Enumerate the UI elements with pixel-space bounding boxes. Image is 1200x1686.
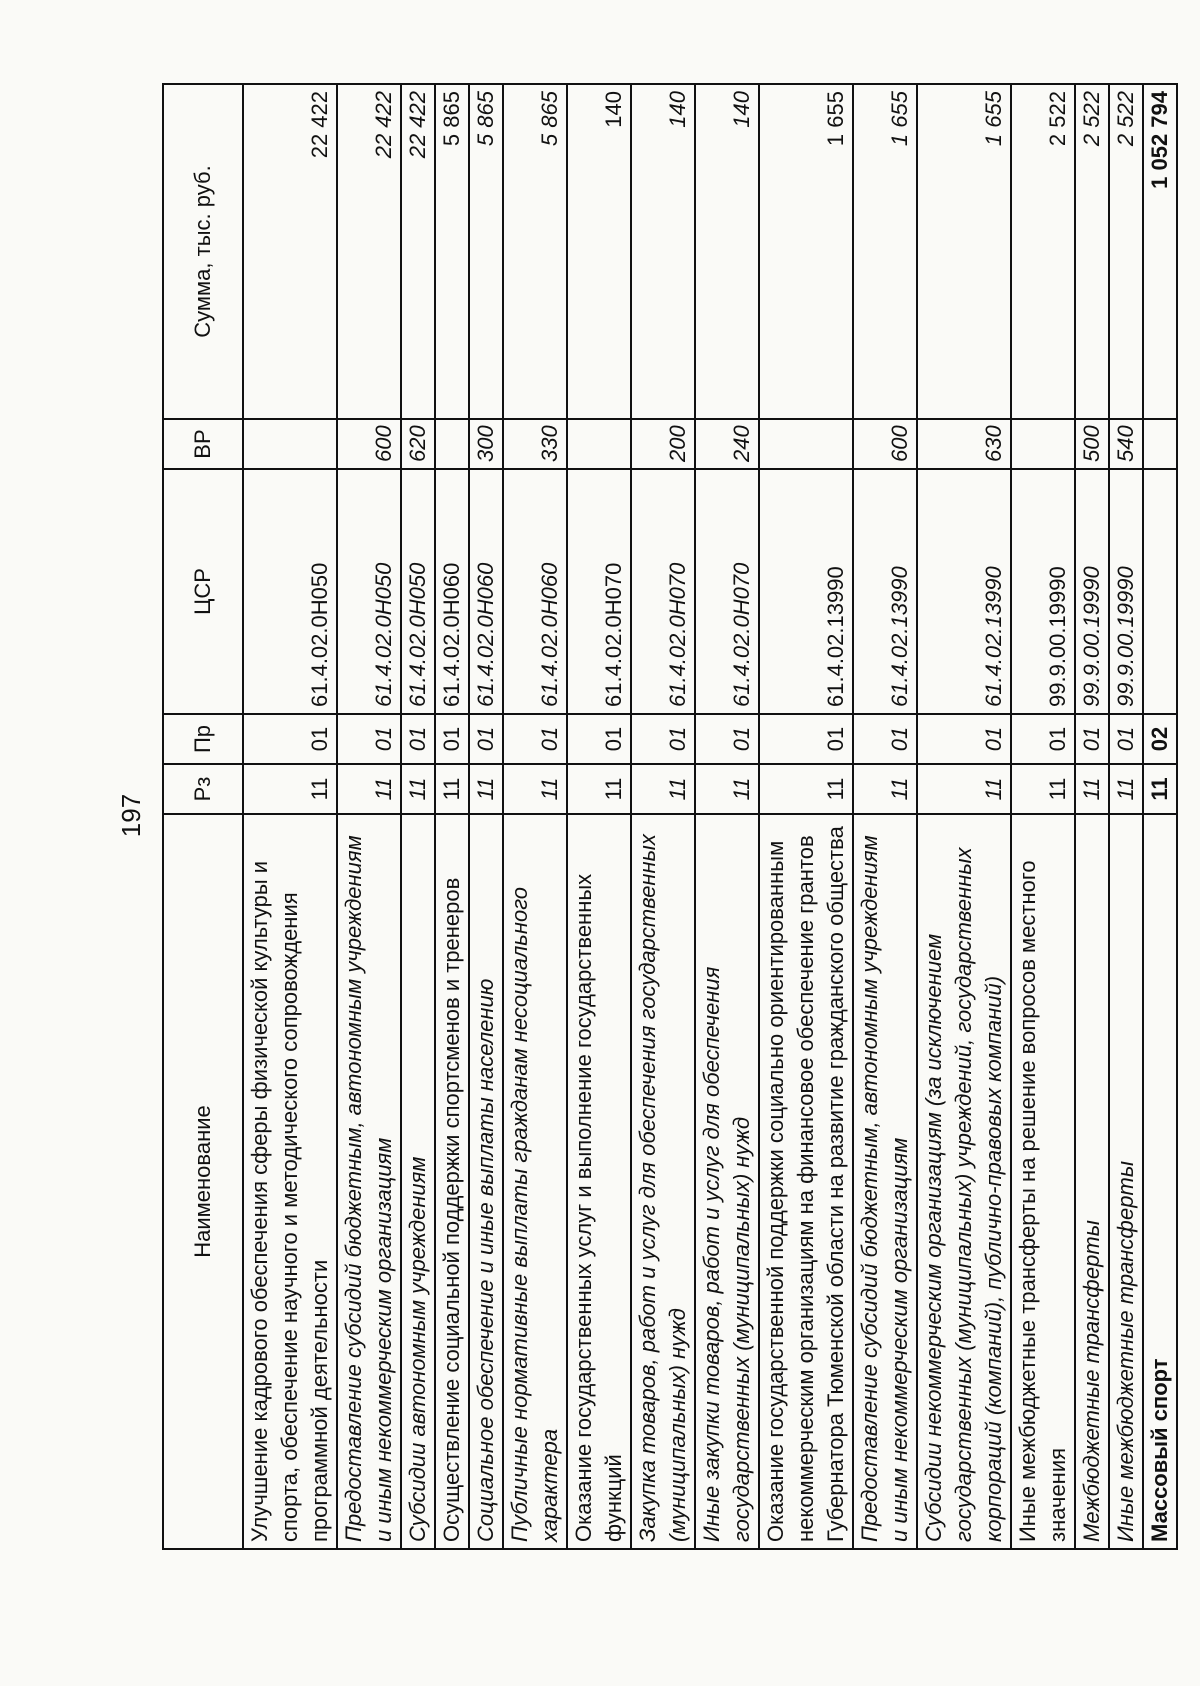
table-row (469, 84, 503, 1549)
table-row (401, 84, 435, 1549)
cell-name: Иные межбюджетные трансферты на решение вопросов местного значения (1011, 814, 1075, 1549)
cell-rz: 11 (435, 764, 469, 814)
table-row (567, 84, 631, 1549)
table-row (1075, 84, 1109, 1549)
cell-pr: 01 (695, 714, 759, 764)
cell-vr (759, 419, 853, 469)
table-row (631, 84, 695, 1549)
cell-pr: 01 (435, 714, 469, 764)
cell-pr: 01 (337, 714, 401, 764)
cell-vr (435, 419, 469, 469)
table-row (695, 84, 759, 1549)
cell-name: Субсидии некоммерческим организациям (за исключением государственных (муниципальных) учреждений, государственных корпораций (компаний), публично-правовых компаний) (917, 814, 1011, 1549)
rotated-table-container (162, 85, 1172, 1550)
table-row (917, 84, 1011, 1549)
cell-rz: 11 (243, 764, 337, 814)
cell-csr (1143, 469, 1177, 714)
cell-sum: 2 522 (1011, 84, 1075, 419)
cell-name: Массовый спорт (1143, 814, 1177, 1549)
cell-rz: 11 (401, 764, 435, 814)
cell-pr: 01 (853, 714, 917, 764)
header-sum: Сумма, тыс. руб. (163, 84, 243, 419)
cell-sum: 5 865 (503, 84, 567, 419)
cell-name: Предоставление субсидий бюджетным, автономным учреждениям и иным некоммерческим организациям (853, 814, 917, 1549)
table-row (337, 84, 401, 1549)
table-row (503, 84, 567, 1549)
cell-rz: 11 (759, 764, 853, 814)
header-pr: Пр (163, 714, 243, 764)
cell-name: Иные закупки товаров, работ и услуг для обеспечения государственных (муниципальных) нужд (695, 814, 759, 1549)
cell-rz: 11 (567, 764, 631, 814)
cell-vr (567, 419, 631, 469)
table-row (243, 84, 337, 1549)
header-rz: Рз (163, 764, 243, 814)
table-header-row (163, 84, 243, 1549)
cell-rz: 11 (853, 764, 917, 814)
cell-pr: 01 (469, 714, 503, 764)
cell-vr (1011, 419, 1075, 469)
cell-rz: 11 (469, 764, 503, 814)
cell-csr: 61.4.02.0Н060 (503, 469, 567, 714)
table-row (1109, 84, 1143, 1549)
cell-sum: 140 (567, 84, 631, 419)
cell-csr: 99.9.00.19990 (1109, 469, 1143, 714)
cell-name: Публичные нормативные выплаты гражданам несоциального характера (503, 814, 567, 1549)
cell-rz: 11 (1143, 764, 1177, 814)
header-csr: ЦСР (163, 469, 243, 714)
cell-sum: 2 522 (1075, 84, 1109, 419)
cell-csr: 61.4.02.0Н070 (631, 469, 695, 714)
table-row (435, 84, 469, 1549)
cell-sum: 140 (631, 84, 695, 419)
cell-name: Субсидии автономным учреждениям (401, 814, 435, 1549)
cell-pr: 01 (631, 714, 695, 764)
cell-sum: 1 655 (853, 84, 917, 419)
cell-csr: 61.4.02.0Н050 (401, 469, 435, 714)
table-body (243, 84, 1177, 1549)
cell-rz: 11 (1075, 764, 1109, 814)
table-row (1143, 84, 1177, 1549)
cell-pr: 01 (567, 714, 631, 764)
cell-rz: 11 (631, 764, 695, 814)
cell-pr: 02 (1143, 714, 1177, 764)
cell-name: Оказание государственной поддержки социально ориентированным некоммерческим организациям на финансовое обеспечение грантов Губернатора Тюменской области на развитие гражданского общества (759, 814, 853, 1549)
cell-rz: 11 (337, 764, 401, 814)
cell-sum: 1 052 794 (1143, 84, 1177, 419)
header-vr: ВР (163, 419, 243, 469)
cell-sum: 5 865 (469, 84, 503, 419)
header-name: Наименование (163, 814, 243, 1549)
cell-name: Социальное обеспечение и иные выплаты населению (469, 814, 503, 1549)
cell-name: Осуществление социальной поддержки спортсменов и тренеров (435, 814, 469, 1549)
cell-sum: 140 (695, 84, 759, 419)
cell-pr: 01 (243, 714, 337, 764)
cell-csr: 61.4.02.0Н060 (435, 469, 469, 714)
table-row (853, 84, 917, 1549)
cell-vr: 330 (503, 419, 567, 469)
cell-vr: 200 (631, 419, 695, 469)
cell-csr: 61.4.02.0Н070 (695, 469, 759, 714)
cell-rz: 11 (503, 764, 567, 814)
cell-sum: 22 422 (243, 84, 337, 419)
cell-sum: 1 655 (917, 84, 1011, 419)
cell-vr: 540 (1109, 419, 1143, 469)
cell-pr: 01 (401, 714, 435, 764)
cell-sum: 1 655 (759, 84, 853, 419)
cell-vr: 240 (695, 419, 759, 469)
cell-name: Межбюджетные трансферты (1075, 814, 1109, 1549)
cell-rz: 11 (1011, 764, 1075, 814)
cell-vr: 600 (853, 419, 917, 469)
cell-csr: 61.4.02.13990 (917, 469, 1011, 714)
cell-name: Оказание государственных услуг и выполнение государственных функций (567, 814, 631, 1549)
cell-vr (1143, 419, 1177, 469)
cell-sum: 22 422 (337, 84, 401, 419)
cell-rz: 11 (917, 764, 1011, 814)
cell-pr: 01 (1109, 714, 1143, 764)
cell-pr: 01 (759, 714, 853, 764)
cell-vr (243, 419, 337, 469)
cell-csr: 61.4.02.13990 (853, 469, 917, 714)
cell-rz: 11 (695, 764, 759, 814)
cell-pr: 01 (917, 714, 1011, 764)
cell-vr: 630 (917, 419, 1011, 469)
cell-csr: 61.4.02.0Н050 (337, 469, 401, 714)
table-row (1011, 84, 1075, 1549)
cell-pr: 01 (503, 714, 567, 764)
cell-vr: 620 (401, 419, 435, 469)
cell-pr: 01 (1075, 714, 1109, 764)
cell-rz: 11 (1109, 764, 1143, 814)
cell-name: Улучшение кадрового обеспечения сферы физической культуры и спорта, обеспечение научного и методического сопровождения программной деятельности (243, 814, 337, 1549)
table-row (759, 84, 853, 1549)
cell-csr: 61.4.02.0Н060 (469, 469, 503, 714)
cell-sum: 22 422 (401, 84, 435, 419)
cell-vr: 500 (1075, 419, 1109, 469)
cell-csr: 99.9.00.19990 (1075, 469, 1109, 714)
cell-csr: 61.4.02.13990 (759, 469, 853, 714)
cell-vr: 600 (337, 419, 401, 469)
cell-pr: 01 (1011, 714, 1075, 764)
cell-sum: 2 522 (1109, 84, 1143, 419)
cell-name: Иные межбюджетные трансферты (1109, 814, 1143, 1549)
cell-name: Закупка товаров, работ и услуг для обеспечения государственных (муниципальных) нужд (631, 814, 695, 1549)
cell-csr: 99.9.00.19990 (1011, 469, 1075, 714)
cell-csr: 61.4.02.0Н070 (567, 469, 631, 714)
cell-csr: 61.4.02.0Н050 (243, 469, 337, 714)
cell-sum: 5 865 (435, 84, 469, 419)
cell-name: Предоставление субсидий бюджетным, автономным учреждениям и иным некоммерческим организациям (337, 814, 401, 1549)
cell-vr: 300 (469, 419, 503, 469)
budget-table (162, 83, 1178, 1550)
page-number: 197 (116, 793, 147, 838)
